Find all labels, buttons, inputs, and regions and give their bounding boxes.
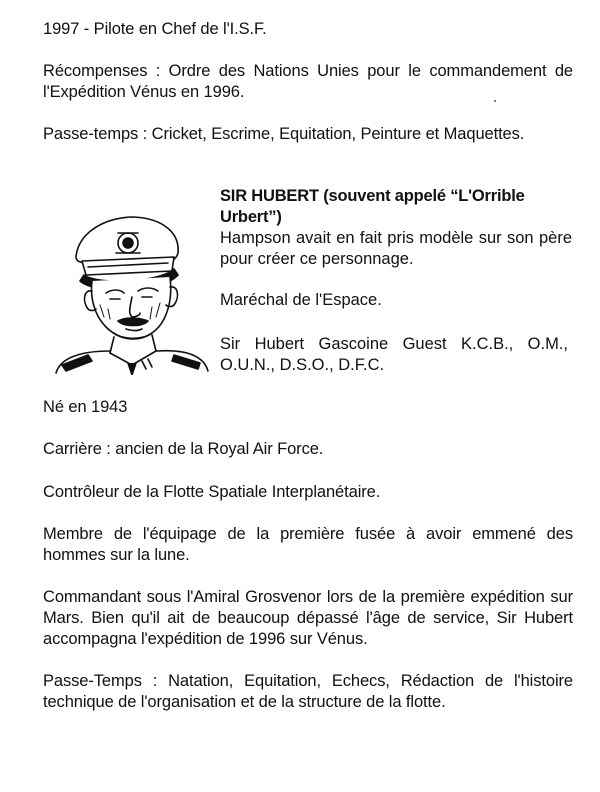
character-description (220, 186, 572, 270)
hobbies-paragraph: Passe-temps : Cricket, Escrime, Equitation, Peinture et Maquettes. (43, 125, 525, 143)
controller-line: Contrôleur de la Flotte Spatiale Interplanétaire. (43, 483, 381, 501)
mars-paragraph: Commandant sous l'Amiral Grosvenor lors de la première expédition sur Mars. Bien qu'il ait de beaucoup dépassé l'âge de service, Sir Hubert accompagna l'expédition de 1996 sur Vénus. (43, 588, 573, 648)
full-name-line: Sir Hubert Gascoine Guest K.C.B., O.M., O.U.N., D.S.O., D.F.C. (220, 335, 568, 374)
model-note: Hampson avait en fait pris modèle sur son père pour créer ce personnage. (220, 229, 572, 268)
print-speck (494, 100, 496, 102)
officer-portrait-icon (48, 205, 216, 375)
pilot-line: 1997 - Pilote en Chef de l'I.S.F. (43, 20, 267, 38)
bio-hobbies-paragraph: Passe-Temps : Natation, Equitation, Echecs, Rédaction de l'histoire technique de l'organisation et de la structure de la flotte. (43, 672, 573, 711)
crew-paragraph: Membre de l'équipage de la première fusée à avoir emmené des hommes sur la lune. (43, 525, 573, 564)
career-line: Carrière : ancien de la Royal Air Force. (43, 440, 324, 458)
character-title: SIR HUBERT (souvent appelé “L'Orrible Urbert”) (220, 187, 525, 226)
rank-line: Maréchal de l'Espace. (220, 291, 382, 309)
awards-paragraph: Récompenses : Ordre des Nations Unies pour le commandement de l'Expédition Vénus en 1996. (43, 62, 573, 101)
born-line: Né en 1943 (43, 398, 128, 416)
